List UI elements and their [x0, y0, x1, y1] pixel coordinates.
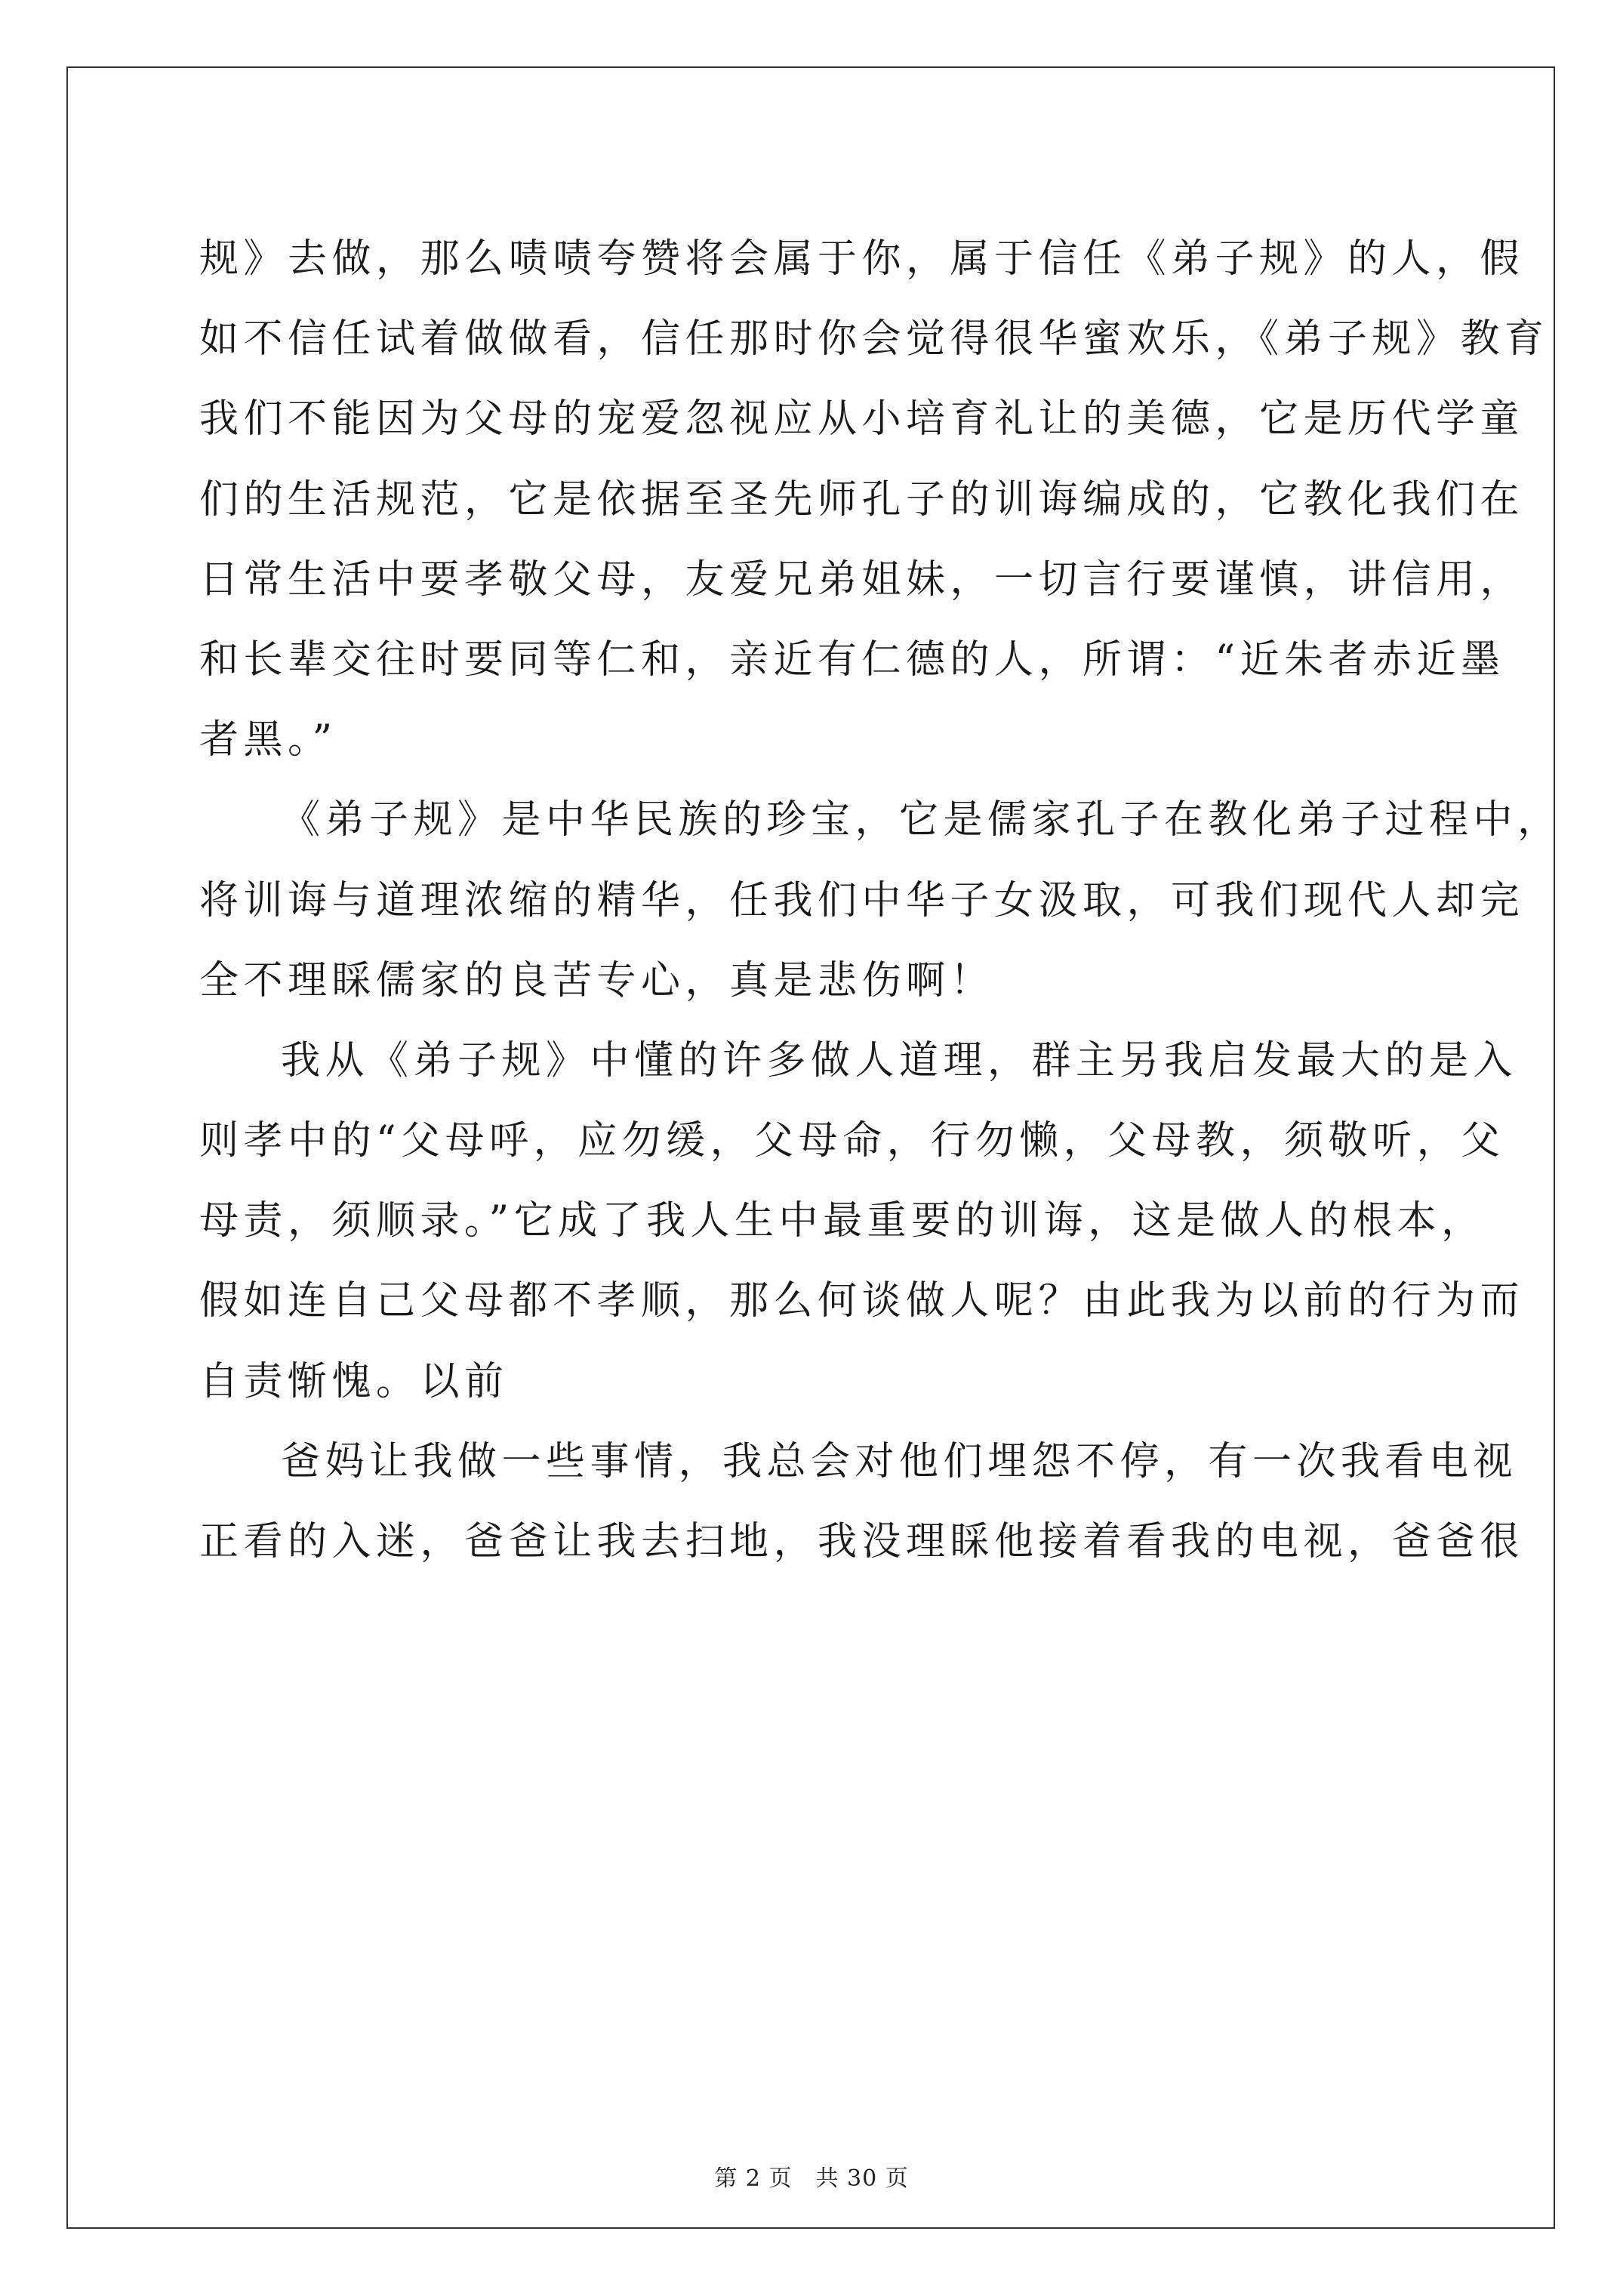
- text-line: 我从《弟子规》中懂的许多做人道理，群主另我启发最大的是入: [281, 1037, 1518, 1083]
- text-line: 者黑。”: [199, 717, 337, 763]
- text-line: 规》去做，那么啧啧夸赞将会属于你，属于信任《弟子规》的人，假: [199, 236, 1525, 282]
- text-line: 全不理睬儒家的良苦专心，真是悲伤啊！: [199, 957, 995, 1003]
- text-line: 母责，须顺录。”它成了我人生中最重要的训诲，这是做人的根本，: [199, 1198, 1486, 1244]
- text-line: 自责惭愧。以前: [199, 1358, 509, 1404]
- text-line: 如不信任试着做做看，信任那时你会觉得很华蜜欢乐，《弟子规》教育: [199, 316, 1549, 362]
- text-line: 《弟子规》是中华民族的珍宝，它是儒家孔子在教化弟子过程中，: [281, 797, 1562, 843]
- page-number-footer: 第 2 页 共 30 页: [714, 2165, 909, 2192]
- text-line: 假如连自己父母都不孝顺，那么何谈做人呢？由此我为以前的行为而: [199, 1278, 1525, 1324]
- text-line: 和长辈交往时要同等仁和，亲近有仁德的人，所谓：“近朱者赤近墨: [199, 636, 1505, 683]
- text-line: 则孝中的“父母呼，应勿缓，父母命，行勿懒，父母教，须敬听，父: [199, 1118, 1505, 1164]
- document-body: [199, 219, 1562, 1582]
- text-line: 正看的入迷，爸爸让我去扫地，我没理睬他接着看我的电视，爸爸很: [199, 1519, 1525, 1564]
- text-line: 日常生活中要孝敬父母，友爱兄弟姐妹，一切言行要谨慎，讲信用，: [199, 556, 1525, 603]
- text-line: 们的生活规范，它是依据至圣先师孔子的训诲编成的，它教化我们在: [199, 476, 1525, 522]
- text-line: 将训诲与道理浓缩的精华，任我们中华子女汲取，可我们现代人却完: [199, 877, 1525, 923]
- text-line: 爸妈让我做一些事情，我总会对他们埋怨不停，有一次我看电视: [281, 1438, 1518, 1484]
- text-line: 我们不能因为父母的宠爱忽视应从小培育礼让的美德，它是历代学童: [199, 396, 1525, 442]
